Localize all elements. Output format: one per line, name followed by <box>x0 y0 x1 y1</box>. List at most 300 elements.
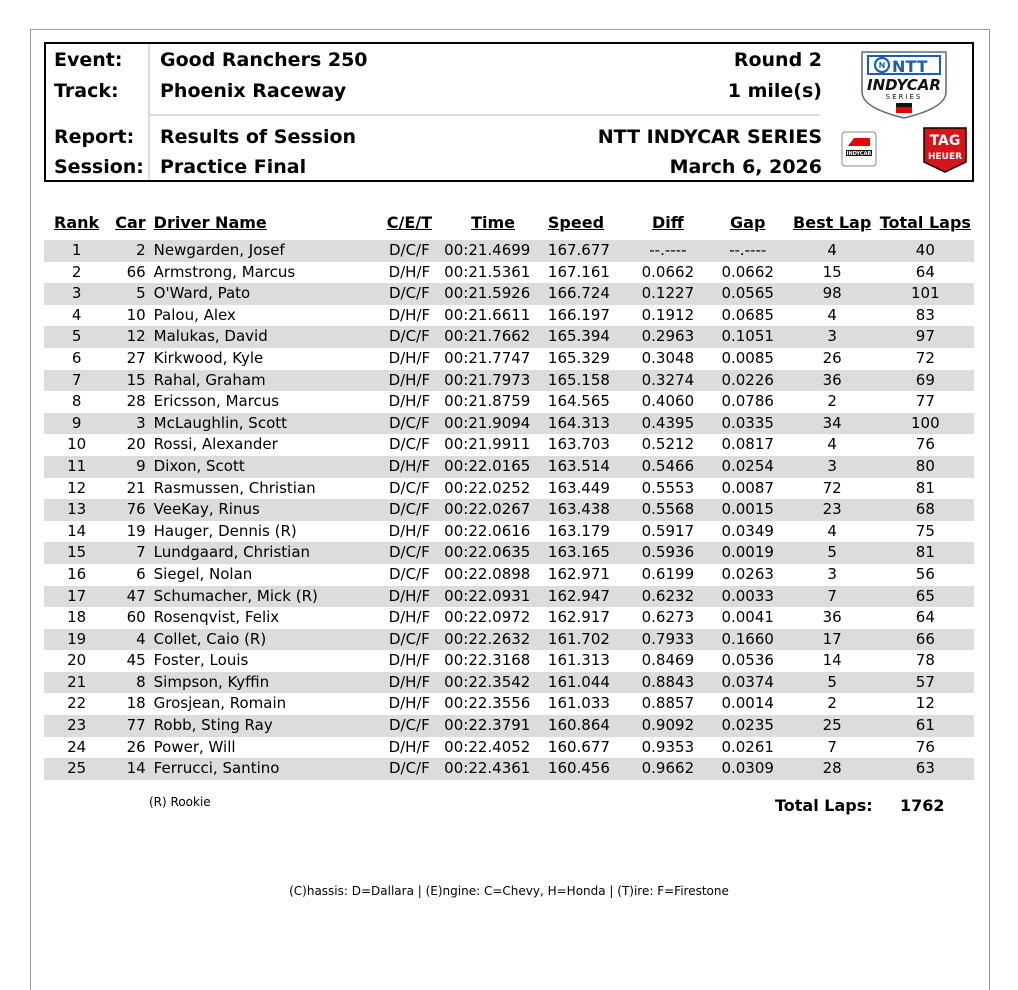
speed-cell: 164.313 <box>547 413 610 432</box>
table-row <box>44 456 974 478</box>
track-length: 1 mile(s) <box>727 80 822 102</box>
diff-cell: 0.9092 <box>641 716 695 735</box>
gap-cell: 0.0015 <box>721 500 774 519</box>
table-row <box>44 326 974 348</box>
driver-cell: Grosjean, Romain <box>153 694 287 713</box>
best-lap-cell: 34 <box>822 413 842 432</box>
total-laps-cell: 57 <box>915 672 935 691</box>
driver-cell: Power, Will <box>153 737 236 756</box>
total-laps-cell: 61 <box>915 716 935 735</box>
table-row <box>44 434 974 456</box>
time-cell: 00:22.0267 <box>444 500 531 519</box>
best-lap-cell: 4 <box>827 521 837 540</box>
speed-cell: 166.197 <box>547 305 610 324</box>
total-laps-cell: 81 <box>915 543 935 562</box>
car-cell: 60 <box>126 608 146 627</box>
driver-cell: Siegel, Nolan <box>153 564 253 583</box>
gap-cell: 0.0335 <box>721 413 774 432</box>
car-cell: 6 <box>136 564 146 583</box>
diff-cell: 0.8843 <box>641 672 695 691</box>
cet-cell: D/C/F <box>388 759 430 778</box>
car-cell: 21 <box>126 478 146 497</box>
table-row <box>44 262 974 284</box>
speed-cell: 160.456 <box>547 759 610 778</box>
speed-cell: 162.971 <box>547 564 610 583</box>
car-cell: 9 <box>136 456 146 475</box>
tag-text: TAG <box>929 133 961 149</box>
time-cell: 00:21.4699 <box>444 241 531 259</box>
gap-cell: 0.0685 <box>721 305 774 324</box>
col-rank: Rank <box>54 213 100 232</box>
speed-cell: 163.179 <box>547 521 610 540</box>
gap-cell: 0.0374 <box>721 672 774 691</box>
speed-cell: 162.917 <box>547 608 610 627</box>
time-cell: 00:21.5361 <box>444 262 531 281</box>
car-cell: 76 <box>126 500 146 519</box>
speed-cell: 160.677 <box>547 737 610 756</box>
gap-cell: 0.0662 <box>721 262 774 281</box>
gap-cell: 0.0085 <box>721 348 774 367</box>
speed-cell: 161.313 <box>547 651 610 670</box>
rank-cell: 7 <box>71 370 82 389</box>
time-cell: 00:21.6611 <box>444 305 531 324</box>
car-cell: 8 <box>136 672 146 691</box>
table-row <box>44 564 974 586</box>
total-laps-cell: 63 <box>915 759 935 778</box>
best-lap-cell: 15 <box>822 262 842 281</box>
table-header-row <box>44 210 974 240</box>
rank-cell: 20 <box>67 651 87 670</box>
driver-cell: Lundgaard, Christian <box>153 543 311 562</box>
speed-cell: 161.044 <box>547 672 610 691</box>
rank-cell: 16 <box>67 564 87 583</box>
table-row <box>44 737 974 759</box>
diff-cell: 0.3274 <box>641 370 695 389</box>
table-row <box>44 240 974 262</box>
total-laps-cell: 78 <box>915 651 935 670</box>
total-laps-cell: 68 <box>915 500 935 519</box>
total-laps-cell: 81 <box>915 478 935 497</box>
driver-cell: Rosenqvist, Felix <box>153 608 280 627</box>
time-cell: 00:22.3168 <box>444 651 531 670</box>
time-cell: 00:22.3542 <box>444 672 531 691</box>
driver-cell: VeeKay, Rinus <box>153 500 260 519</box>
speed-cell: 161.033 <box>547 694 610 713</box>
rank-cell: 19 <box>67 629 87 648</box>
session-label: Session: <box>54 156 144 178</box>
diff-cell: 0.8857 <box>641 694 695 713</box>
diff-cell: 0.1227 <box>641 284 695 303</box>
gap-cell: 0.1051 <box>721 327 774 346</box>
indycar-text: INDYCAR <box>867 76 941 94</box>
car-cell: 14 <box>126 759 146 778</box>
cet-cell: D/C/F <box>388 500 430 519</box>
best-lap-cell: 17 <box>822 629 842 648</box>
rank-cell: 24 <box>67 737 87 756</box>
time-cell: 00:21.8759 <box>444 392 531 411</box>
col-driver: Driver Name <box>153 213 267 232</box>
speed-cell: 167.677 <box>547 241 610 259</box>
speed-cell: 163.703 <box>547 435 610 454</box>
best-lap-cell: 3 <box>827 327 837 346</box>
gap-cell: 0.0087 <box>721 478 774 497</box>
rank-cell: 15 <box>67 543 87 562</box>
results-body <box>44 240 974 780</box>
table-row <box>44 391 974 413</box>
speed-cell: 160.864 <box>547 716 610 735</box>
cet-cell: D/H/F <box>388 370 431 389</box>
best-lap-cell: 2 <box>827 392 837 411</box>
gap-cell: 0.0565 <box>721 284 774 303</box>
best-lap-cell: 72 <box>822 478 842 497</box>
diff-cell: --.---- <box>649 241 687 259</box>
speed-cell: 165.158 <box>547 370 610 389</box>
rank-cell: 18 <box>67 608 87 627</box>
car-cell: 77 <box>126 716 146 735</box>
driver-cell: Schumacher, Mick (R) <box>153 586 318 605</box>
diff-cell: 0.6232 <box>641 586 695 605</box>
col-total-laps: Total Laps <box>879 213 971 232</box>
time-cell: 00:21.9911 <box>444 435 531 454</box>
best-lap-cell: 36 <box>822 370 842 389</box>
total-laps-cell: 76 <box>915 737 935 756</box>
gap-cell: 0.0263 <box>721 564 774 583</box>
diff-cell: 0.8469 <box>641 651 695 670</box>
total-laps-cell: 76 <box>915 435 935 454</box>
rank-cell: 1 <box>71 241 82 259</box>
speed-cell: 163.438 <box>547 500 610 519</box>
time-cell: 00:22.0252 <box>444 478 531 497</box>
gap-cell: 0.0254 <box>721 456 774 475</box>
driver-cell: Ferrucci, Santino <box>153 759 280 778</box>
car-cell: 12 <box>126 327 146 346</box>
diff-cell: 0.7933 <box>641 629 695 648</box>
cet-cell: D/H/F <box>388 672 431 691</box>
rank-cell: 23 <box>67 716 87 735</box>
car-cell: 4 <box>136 629 146 648</box>
track-label: Track: <box>54 80 119 102</box>
best-lap-cell: 3 <box>827 456 837 475</box>
best-lap-cell: 5 <box>827 543 837 562</box>
table-row <box>44 693 974 715</box>
diff-cell: 0.5936 <box>641 543 695 562</box>
track-value: Phoenix Raceway <box>160 80 347 102</box>
car-cell: 66 <box>126 262 146 281</box>
time-cell: 00:21.7973 <box>444 370 531 389</box>
table-row <box>44 672 974 694</box>
time-cell: 00:22.0931 <box>444 586 531 605</box>
time-cell: 00:22.0616 <box>444 521 531 540</box>
speed-cell: 163.514 <box>547 456 610 475</box>
best-lap-cell: 25 <box>822 716 842 735</box>
cet-cell: D/C/F <box>388 241 430 259</box>
time-cell: 00:21.7662 <box>444 327 531 346</box>
cet-cell: D/C/F <box>388 629 430 648</box>
diff-cell: 0.4060 <box>641 392 695 411</box>
abbreviation-legend: (C)hassis: D=Dallara | (E)ngine: C=Chevy, H=Honda | (T)ire: F=Firestone <box>289 884 729 898</box>
table-row <box>44 586 974 608</box>
driver-cell: Foster, Louis <box>153 651 249 670</box>
cet-cell: D/H/F <box>388 737 431 756</box>
diff-cell: 0.2963 <box>641 327 695 346</box>
car-cell: 5 <box>136 284 146 303</box>
col-speed: Speed <box>547 213 605 232</box>
cet-cell: D/C/F <box>388 716 430 735</box>
driver-cell: Rossi, Alexander <box>153 435 278 454</box>
speed-cell: 163.449 <box>547 478 610 497</box>
best-lap-cell: 23 <box>822 500 842 519</box>
total-laps-cell: 77 <box>915 392 935 411</box>
rookie-note: (R) Rookie <box>149 795 211 809</box>
total-laps-cell: 56 <box>915 564 935 583</box>
diff-cell: 0.6199 <box>641 564 695 583</box>
total-laps-cell: 64 <box>915 262 935 281</box>
time-cell: 00:22.0165 <box>444 456 531 475</box>
best-lap-cell: 7 <box>827 586 837 605</box>
table-row <box>44 758 974 780</box>
cet-cell: D/H/F <box>388 392 431 411</box>
time-cell: 00:22.0635 <box>444 543 531 562</box>
driver-cell: Kirkwood, Kyle <box>153 348 264 367</box>
series-logos <box>840 46 970 176</box>
best-lap-cell: 28 <box>822 759 842 778</box>
total-laps-label: Total Laps: <box>775 796 873 815</box>
cet-cell: D/H/F <box>388 521 431 540</box>
diff-cell: 0.1912 <box>641 305 695 324</box>
cet-cell: D/C/F <box>388 478 430 497</box>
table-row <box>44 715 974 737</box>
total-laps-cell: 72 <box>915 348 935 367</box>
best-lap-cell: 5 <box>827 672 837 691</box>
session-value: Practice Final <box>160 156 307 178</box>
time-cell: 00:22.4052 <box>444 737 531 756</box>
rank-cell: 4 <box>71 305 82 324</box>
cet-cell: D/C/F <box>388 413 430 432</box>
car-cell: 45 <box>126 651 146 670</box>
time-cell: 00:21.7747 <box>444 348 531 367</box>
report-value: Results of Session <box>160 126 357 148</box>
cet-cell: D/C/F <box>388 284 430 303</box>
driver-cell: Robb, Sting Ray <box>153 716 273 735</box>
series-name: NTT INDYCAR SERIES <box>597 126 822 148</box>
gap-cell: 0.0033 <box>721 586 774 605</box>
header-divider <box>150 114 820 116</box>
total-laps-cell: 83 <box>915 305 935 324</box>
diff-cell: 0.0662 <box>641 262 695 281</box>
gap-cell: 0.0309 <box>721 759 774 778</box>
time-cell: 00:22.2632 <box>444 629 531 648</box>
table-row <box>44 629 974 651</box>
best-lap-cell: 4 <box>827 305 837 324</box>
driver-cell: Rasmussen, Christian <box>153 478 316 497</box>
car-cell: 18 <box>126 694 146 713</box>
table-row <box>44 305 974 327</box>
header-column-divider <box>148 44 150 180</box>
time-cell: 00:22.3556 <box>444 694 531 713</box>
cet-cell: D/H/F <box>388 608 431 627</box>
best-lap-cell: 4 <box>827 435 837 454</box>
rank-cell: 12 <box>67 478 87 497</box>
col-time: Time <box>471 213 515 232</box>
table-row <box>44 499 974 521</box>
total-laps-cell: 64 <box>915 608 935 627</box>
total-laps-cell: 97 <box>915 327 935 346</box>
driver-cell: Armstrong, Marcus <box>153 262 296 281</box>
driver-cell: Collet, Caio (R) <box>153 629 267 648</box>
cet-cell: D/H/F <box>388 348 431 367</box>
car-cell: 15 <box>126 370 146 389</box>
cet-cell: D/C/F <box>388 564 430 583</box>
session-date: March 6, 2026 <box>669 156 822 178</box>
car-cell: 28 <box>126 392 146 411</box>
cet-cell: D/H/F <box>388 262 431 281</box>
rank-cell: 21 <box>67 672 87 691</box>
rank-cell: 8 <box>71 392 82 411</box>
cet-cell: D/H/F <box>388 651 431 670</box>
total-laps-cell: 40 <box>915 241 935 259</box>
rank-cell: 10 <box>67 435 87 454</box>
cet-cell: D/H/F <box>388 694 431 713</box>
speed-cell: 161.702 <box>547 629 610 648</box>
car-cell: 20 <box>126 435 146 454</box>
speed-cell: 166.724 <box>547 284 610 303</box>
rank-cell: 25 <box>67 759 87 778</box>
total-laps-cell: 69 <box>915 370 935 389</box>
diff-cell: 0.5466 <box>641 456 695 475</box>
series-text: SERIES <box>885 93 923 101</box>
driver-cell: Simpson, Kyffin <box>153 672 270 691</box>
total-laps-cell: 66 <box>915 629 935 648</box>
cet-cell: D/C/F <box>388 435 430 454</box>
table-row <box>44 370 974 392</box>
total-laps-cell: 12 <box>915 694 935 713</box>
car-cell: 26 <box>126 737 146 756</box>
total-laps-cell: 75 <box>915 521 935 540</box>
car-cell: 10 <box>126 305 146 324</box>
diff-cell: 0.9662 <box>641 759 695 778</box>
time-cell: 00:22.3791 <box>444 716 531 735</box>
best-lap-cell: 36 <box>822 608 842 627</box>
gap-cell: 0.0536 <box>721 651 774 670</box>
event-value: Good Ranchers 250 <box>160 49 368 71</box>
gap-cell: --.---- <box>729 241 767 259</box>
event-label: Event: <box>54 49 123 71</box>
diff-cell: 0.5568 <box>641 500 695 519</box>
driver-cell: Malukas, David <box>153 327 268 346</box>
best-lap-cell: 26 <box>822 348 842 367</box>
cet-cell: D/H/F <box>388 586 431 605</box>
gap-cell: 0.1660 <box>721 629 774 648</box>
diff-cell: 0.6273 <box>641 608 695 627</box>
driver-cell: Ericsson, Marcus <box>153 392 280 411</box>
time-cell: 00:21.9094 <box>444 413 531 432</box>
gap-cell: 0.0014 <box>721 694 774 713</box>
heuer-text: HEUER <box>927 152 963 162</box>
col-best-lap: Best Lap <box>793 213 872 232</box>
table-row <box>44 348 974 370</box>
gap-cell: 0.0817 <box>721 435 774 454</box>
rank-cell: 22 <box>67 694 87 713</box>
diff-cell: 0.5553 <box>641 478 695 497</box>
table-row <box>44 607 974 629</box>
driver-cell: O'Ward, Pato <box>153 284 251 303</box>
ntt-text: NTT <box>892 57 928 76</box>
best-lap-cell: 4 <box>827 241 837 259</box>
best-lap-cell: 2 <box>827 694 837 713</box>
diff-cell: 0.4395 <box>641 413 695 432</box>
rank-cell: 9 <box>71 413 82 432</box>
table-row <box>44 413 974 435</box>
driver-cell: Palou, Alex <box>153 305 236 324</box>
gap-cell: 0.0041 <box>721 608 774 627</box>
gap-cell: 0.0786 <box>721 392 774 411</box>
gap-cell: 0.0349 <box>721 521 774 540</box>
gap-cell: 0.0019 <box>721 543 774 562</box>
driver-cell: Rahal, Graham <box>153 370 266 389</box>
rank-cell: 5 <box>71 327 82 346</box>
rank-cell: 11 <box>67 456 87 475</box>
report-header <box>44 42 974 182</box>
table-row <box>44 521 974 543</box>
table-row <box>44 283 974 305</box>
best-lap-cell: 98 <box>822 284 842 303</box>
gap-cell: 0.0226 <box>721 370 774 389</box>
speed-cell: 167.161 <box>547 262 610 281</box>
driver-cell: Hauger, Dennis (R) <box>153 521 297 540</box>
speed-cell: 165.394 <box>547 327 610 346</box>
results-table <box>44 210 974 780</box>
time-cell: 00:22.0898 <box>444 564 531 583</box>
rank-cell: 17 <box>67 586 87 605</box>
rank-cell: 14 <box>67 521 87 540</box>
rank-cell: 3 <box>71 284 82 303</box>
col-gap: Gap <box>730 213 766 232</box>
diff-cell: 0.3048 <box>641 348 695 367</box>
car-cell: 27 <box>126 348 146 367</box>
table-row <box>44 478 974 500</box>
total-laps-cell: 100 <box>911 413 940 432</box>
speed-cell: 164.565 <box>547 392 610 411</box>
speed-cell: 165.329 <box>547 348 610 367</box>
table-row <box>44 542 974 564</box>
time-cell: 00:22.4361 <box>444 759 531 778</box>
car-cell: 19 <box>126 521 146 540</box>
driver-cell: Dixon, Scott <box>153 456 245 475</box>
car-cell: 7 <box>136 543 146 562</box>
gap-cell: 0.0235 <box>721 716 774 735</box>
time-cell: 00:21.5926 <box>444 284 531 303</box>
speed-cell: 162.947 <box>547 586 610 605</box>
car-cell: 3 <box>136 413 146 432</box>
indycar-small-text: INDYCAR <box>846 151 872 157</box>
best-lap-cell: 14 <box>822 651 842 670</box>
cet-cell: D/H/F <box>388 305 431 324</box>
total-laps-cell: 101 <box>911 284 940 303</box>
diff-cell: 0.9353 <box>641 737 695 756</box>
table-row <box>44 650 974 672</box>
rank-cell: 2 <box>71 262 82 281</box>
round-value: Round 2 <box>733 49 822 71</box>
diff-cell: 0.5212 <box>641 435 695 454</box>
gap-cell: 0.0261 <box>721 737 774 756</box>
total-laps-value: 1762 <box>900 796 945 815</box>
driver-cell: McLaughlin, Scott <box>153 413 288 432</box>
car-cell: 2 <box>136 241 146 259</box>
col-cet: C/E/T <box>386 213 433 232</box>
col-car: Car <box>115 213 146 232</box>
total-laps-cell: 65 <box>915 586 935 605</box>
rank-cell: 6 <box>71 348 82 367</box>
